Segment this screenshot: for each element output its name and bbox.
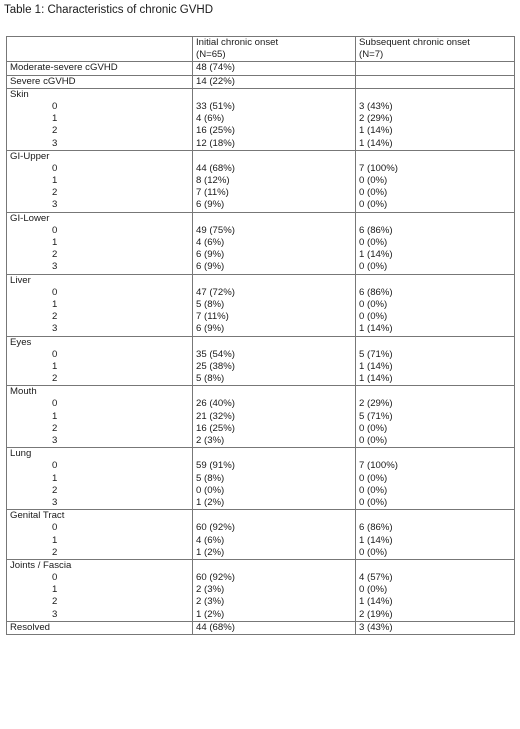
initial-value: 6 (9%) xyxy=(196,249,225,261)
initial-value: 59 (91%) xyxy=(196,460,235,472)
group-initial-cell xyxy=(193,212,356,274)
grade-level: 0 xyxy=(52,398,58,410)
subsequent-value: 0 (0%) xyxy=(359,435,388,447)
initial-value: 16 (25%) xyxy=(196,422,235,434)
subsequent-value: 1 (14%) xyxy=(359,596,393,608)
group-subsequent-cell xyxy=(356,386,515,448)
grade-level: 1 xyxy=(52,584,58,596)
subsequent-value: 0 (0%) xyxy=(359,422,388,434)
initial-value: 0 (0%) xyxy=(196,484,225,496)
subsequent-value: 2 (29%) xyxy=(359,398,393,410)
subsequent-value: 6 (86%) xyxy=(359,224,393,236)
initial-value: 6 (9%) xyxy=(196,199,225,211)
group-subsequent-cell xyxy=(356,150,515,212)
grade-level: 2 xyxy=(52,187,58,199)
grade-level: 0 xyxy=(52,162,58,174)
group-label-cell xyxy=(7,448,193,510)
group-label-cell xyxy=(7,559,193,621)
grade-level: 2 xyxy=(52,373,58,385)
subsequent-value: 0 (0%) xyxy=(359,311,388,323)
group-subsequent-cell xyxy=(356,212,515,274)
grade-level: 3 xyxy=(52,323,58,335)
group-spacer xyxy=(196,386,355,398)
group-subsequent-cell xyxy=(356,88,515,150)
group-row xyxy=(7,150,515,212)
subsequent-value: 7 (100%) xyxy=(359,460,398,472)
grade-level: 0 xyxy=(52,224,58,236)
grade-level: 3 xyxy=(52,496,58,508)
subsequent-value: 0 (0%) xyxy=(359,199,388,211)
subsequent-value: 3 (43%) xyxy=(359,100,393,112)
grade-level: 0 xyxy=(52,348,58,360)
subsequent-value: 0 (0%) xyxy=(359,261,388,273)
grade-level: 2 xyxy=(52,125,58,137)
initial-value: 21 (32%) xyxy=(196,410,235,422)
group-label-cell xyxy=(7,336,193,386)
group-initial-cell xyxy=(193,510,356,560)
group-row xyxy=(7,88,515,150)
grade-level: 3 xyxy=(52,608,58,620)
grade-level: 2 xyxy=(52,596,58,608)
header-cell-characteristic xyxy=(7,37,193,62)
grade-level: 0 xyxy=(52,522,58,534)
group-spacer xyxy=(359,89,514,101)
grade-level: 0 xyxy=(52,572,58,584)
initial-value: 2 (3%) xyxy=(196,435,225,447)
initial-value: 47 (72%) xyxy=(196,286,235,298)
grade-level: 3 xyxy=(52,435,58,447)
subsequent-value: 2 (19%) xyxy=(359,608,393,620)
subsequent-value: 0 (0%) xyxy=(359,472,388,484)
table-row xyxy=(7,75,515,88)
group-name: Liver xyxy=(10,274,31,286)
group-spacer xyxy=(359,213,514,225)
group-name: Mouth xyxy=(10,386,37,398)
grade-level: 1 xyxy=(52,410,58,422)
header-initial-line1: Initial chronic onset xyxy=(196,37,279,48)
initial-value: 6 (9%) xyxy=(196,261,225,273)
group-spacer xyxy=(196,448,355,460)
group-spacer xyxy=(196,275,355,287)
group-subsequent-cell xyxy=(356,336,515,386)
group-name: GI-Lower xyxy=(10,212,50,224)
group-spacer xyxy=(359,337,514,349)
initial-value: 26 (40%) xyxy=(196,398,235,410)
row-label: Severe cGVHD xyxy=(7,75,193,88)
group-row xyxy=(7,212,515,274)
group-row xyxy=(7,559,515,621)
group-name: Genital Tract xyxy=(10,510,65,522)
grade-level: 1 xyxy=(52,472,58,484)
initial-value: 4 (6%) xyxy=(196,113,225,125)
group-label-cell xyxy=(7,88,193,150)
subsequent-value: 5 (71%) xyxy=(359,410,393,422)
initial-value: 1 (2%) xyxy=(196,546,225,558)
group-row xyxy=(7,510,515,560)
initial-value: 60 (92%) xyxy=(196,572,235,584)
subsequent-value: 2 (29%) xyxy=(359,113,393,125)
grade-level: 1 xyxy=(52,175,58,187)
subsequent-value: 7 (100%) xyxy=(359,162,398,174)
group-row xyxy=(7,336,515,386)
group-initial-cell xyxy=(193,336,356,386)
footer-label: Resolved xyxy=(7,621,193,634)
initial-value: 60 (92%) xyxy=(196,522,235,534)
subsequent-value: 1 (14%) xyxy=(359,534,393,546)
footer-row xyxy=(7,621,515,634)
subsequent-value: 1 (14%) xyxy=(359,360,393,372)
subsequent-value: 6 (86%) xyxy=(359,522,393,534)
row-initial-value: 14 (22%) xyxy=(193,75,356,88)
row-subsequent-value xyxy=(356,62,515,75)
group-subsequent-cell xyxy=(356,559,515,621)
group-initial-cell xyxy=(193,448,356,510)
initial-value: 12 (18%) xyxy=(196,137,235,149)
initial-value: 7 (11%) xyxy=(196,187,229,199)
table-title: Table 1: Characteristics of chronic GVHD xyxy=(4,4,213,16)
grade-level: 1 xyxy=(52,360,58,372)
grade-level: 1 xyxy=(52,534,58,546)
group-spacer xyxy=(359,448,514,460)
header-subsequent-line2: (N=7) xyxy=(359,49,384,61)
group-initial-cell xyxy=(193,559,356,621)
subsequent-value: 0 (0%) xyxy=(359,484,388,496)
grade-level: 1 xyxy=(52,113,58,125)
grade-level: 3 xyxy=(52,261,58,273)
group-row xyxy=(7,274,515,336)
initial-value: 8 (12%) xyxy=(196,175,230,187)
grade-level: 2 xyxy=(52,422,58,434)
group-name: Skin xyxy=(10,88,29,100)
group-name: Joints / Fascia xyxy=(10,559,72,571)
group-row xyxy=(7,448,515,510)
row-initial-value: 48 (74%) xyxy=(193,62,356,75)
subsequent-value: 4 (57%) xyxy=(359,572,393,584)
initial-value: 2 (3%) xyxy=(196,584,225,596)
footer-subsequent-value: 3 (43%) xyxy=(356,621,515,634)
subsequent-value: 1 (14%) xyxy=(359,323,393,335)
gvhd-characteristics-table xyxy=(6,36,515,635)
initial-value: 44 (68%) xyxy=(196,162,235,174)
row-subsequent-value xyxy=(356,75,515,88)
initial-value: 2 (3%) xyxy=(196,596,225,608)
group-spacer xyxy=(359,275,514,287)
group-spacer xyxy=(359,386,514,398)
group-label-cell xyxy=(7,274,193,336)
group-label-cell xyxy=(7,386,193,448)
group-initial-cell xyxy=(193,88,356,150)
subsequent-value: 1 (14%) xyxy=(359,137,393,149)
initial-value: 16 (25%) xyxy=(196,125,235,137)
subsequent-value: 5 (71%) xyxy=(359,348,393,360)
header-subsequent-line1: Subsequent chronic onset xyxy=(359,37,470,48)
initial-value: 5 (8%) xyxy=(196,298,225,310)
grade-level: 3 xyxy=(52,199,58,211)
row-label: Moderate-severe cGVHD xyxy=(7,62,193,75)
group-label-cell xyxy=(7,212,193,274)
group-subsequent-cell xyxy=(356,448,515,510)
subsequent-value: 1 (14%) xyxy=(359,373,393,385)
table-row xyxy=(7,62,515,75)
group-spacer xyxy=(359,151,514,163)
group-name: Lung xyxy=(10,448,32,460)
group-label-cell xyxy=(7,510,193,560)
initial-value: 49 (75%) xyxy=(196,224,235,236)
subsequent-value: 0 (0%) xyxy=(359,496,388,508)
group-spacer xyxy=(196,560,355,572)
initial-value: 1 (2%) xyxy=(196,608,225,620)
group-name: GI-Upper xyxy=(10,150,50,162)
initial-value: 7 (11%) xyxy=(196,311,229,323)
initial-value: 5 (8%) xyxy=(196,373,225,385)
initial-value: 35 (54%) xyxy=(196,348,235,360)
initial-value: 1 (2%) xyxy=(196,496,225,508)
table-body xyxy=(7,37,515,635)
subsequent-value: 0 (0%) xyxy=(359,175,388,187)
initial-value: 25 (38%) xyxy=(196,360,235,372)
initial-value: 5 (8%) xyxy=(196,472,225,484)
header-initial-line2: (N=65) xyxy=(196,49,226,61)
group-spacer xyxy=(359,510,514,522)
group-spacer xyxy=(196,510,355,522)
group-spacer xyxy=(196,337,355,349)
group-name: Eyes xyxy=(10,336,32,348)
group-subsequent-cell xyxy=(356,274,515,336)
grade-level: 2 xyxy=(52,546,58,558)
header-row xyxy=(7,37,515,62)
grade-level: 3 xyxy=(52,137,58,149)
grade-level: 1 xyxy=(52,298,58,310)
grade-level: 0 xyxy=(52,100,58,112)
grade-level: 2 xyxy=(52,249,58,261)
group-initial-cell xyxy=(193,150,356,212)
initial-value: 4 (6%) xyxy=(196,237,225,249)
subsequent-value: 0 (0%) xyxy=(359,237,388,249)
grade-level: 0 xyxy=(52,286,58,298)
group-spacer xyxy=(196,213,355,225)
subsequent-value: 1 (14%) xyxy=(359,249,393,261)
subsequent-value: 6 (86%) xyxy=(359,286,393,298)
header-cell-initial xyxy=(193,37,356,62)
initial-value: 6 (9%) xyxy=(196,323,225,335)
group-subsequent-cell xyxy=(356,510,515,560)
grade-level: 0 xyxy=(52,460,58,472)
grade-level: 2 xyxy=(52,311,58,323)
group-label-cell xyxy=(7,150,193,212)
subsequent-value: 0 (0%) xyxy=(359,187,388,199)
initial-value: 4 (6%) xyxy=(196,534,225,546)
subsequent-value: 1 (14%) xyxy=(359,125,393,137)
subsequent-value: 0 (0%) xyxy=(359,546,388,558)
footer-initial-value: 44 (68%) xyxy=(193,621,356,634)
group-initial-cell xyxy=(193,274,356,336)
grade-level: 1 xyxy=(52,237,58,249)
grade-level: 2 xyxy=(52,484,58,496)
group-spacer xyxy=(196,151,355,163)
group-row xyxy=(7,386,515,448)
group-spacer xyxy=(196,89,355,101)
subsequent-value: 0 (0%) xyxy=(359,584,388,596)
initial-value: 33 (51%) xyxy=(196,100,235,112)
subsequent-value: 0 (0%) xyxy=(359,298,388,310)
group-spacer xyxy=(359,560,514,572)
group-initial-cell xyxy=(193,386,356,448)
header-cell-subsequent xyxy=(356,37,515,62)
